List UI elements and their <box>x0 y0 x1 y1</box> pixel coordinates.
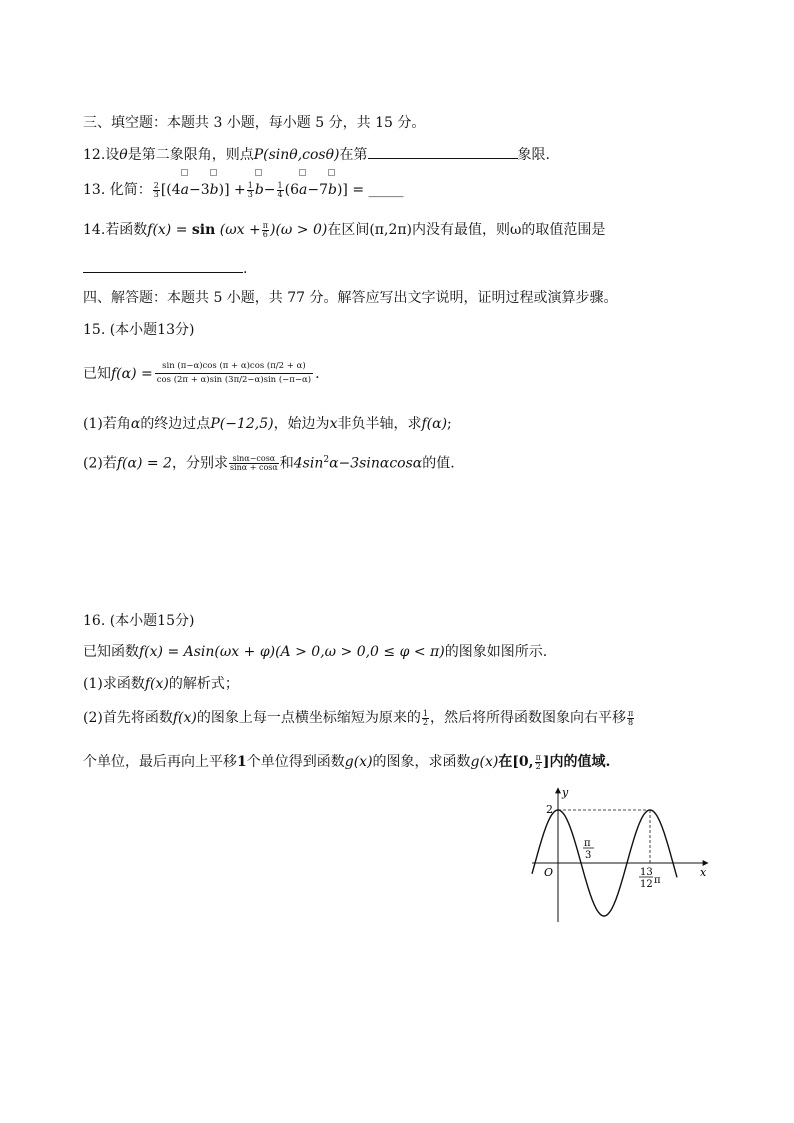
x-axis-label: x <box>700 866 707 879</box>
q14-cond: )(ω > 0) <box>269 222 328 238</box>
q16-title: 16. (本小题15分) <box>83 613 195 629</box>
origin-label: O <box>544 866 554 879</box>
q14-fx: f(x) = <box>147 222 188 238</box>
section3-heading: 三、填空题：本题共 3 小题，每小题 5 分，共 15 分。 <box>83 115 426 131</box>
q16-part1: (1)求函数f(x)的解析式； <box>83 676 239 692</box>
q12-tail2: 象限. <box>517 147 550 163</box>
q12-point: P(sinθ,cosθ) <box>253 147 340 163</box>
q16-frac-half: $\frac{1}{2}$ <box>422 708 428 727</box>
q13-vec-a1: a <box>181 180 189 200</box>
question-12 <box>83 144 550 165</box>
q15-title: 15. (本小题13分) <box>83 322 195 338</box>
vector-arrow-icon <box>328 169 335 176</box>
q13-part1: [(4 <box>160 182 181 198</box>
q13-minus3: −3 <box>189 182 210 198</box>
q12-prefix: 12.设 <box>83 147 120 163</box>
q16-part2-cont: 个单位，最后再向上平移1个单位得到函数g(x)的图象，求函数g(x)在[0, $\frac{\pi}{2}$ ]内的值域. <box>83 752 611 771</box>
q14-prefix: 14.若函数 <box>83 222 148 238</box>
q12-tail1: 在第 <box>339 147 368 163</box>
q13-close2: )] = <box>336 182 365 198</box>
q15-part2: (2)若f(α) = 2，分别求 $\frac{\sin\alpha-\cos\alpha}{\sin\alpha + \cos\alpha}$ 和$4\sin^2\alpha-3\sin\alpha\cos\alpha$的值. <box>83 454 455 473</box>
q12-theta: θ <box>119 147 128 163</box>
question-14-answer-line <box>83 258 247 279</box>
q13-minus7: −7 <box>307 182 328 198</box>
q14-frac-pi-6: $\frac{\pi}{6}$ <box>262 220 268 239</box>
y-axis-label: y <box>562 786 569 799</box>
x2-pi-label: π <box>654 875 661 886</box>
q13-vec-a2: a <box>299 180 307 200</box>
q13-vec-b2: b <box>255 180 264 200</box>
question-14 <box>83 220 605 240</box>
q13-minus: − <box>263 182 276 198</box>
vector-arrow-icon <box>181 169 188 176</box>
vector-arrow-icon <box>255 169 262 176</box>
q13-label: 13. 化简： <box>83 182 152 198</box>
q16-frac-pi-8: $\frac{\pi}{8}$ <box>627 708 634 727</box>
section4-heading: 四、解答题：本题共 5 小题，共 77 分。解答应写出文字说明，证明过程或演算步骤。 <box>83 290 618 306</box>
vector-arrow-icon <box>210 169 217 176</box>
sine-graph <box>520 780 720 930</box>
q13-vec-b3: b <box>328 180 337 200</box>
x2-den-label: 12 <box>640 879 653 890</box>
q13-close1: )] + <box>218 182 246 198</box>
q12-answer-blank[interactable] <box>368 144 518 159</box>
q16-given: 已知函数f(x) = Asin(ωx + φ)(A > 0,ω > 0,0 ≤ φ < π)的图象如图所示. <box>83 644 548 660</box>
q14-answer-blank[interactable] <box>83 258 243 273</box>
q13-frac-1-4: $\frac{1}{4}$ <box>277 180 283 199</box>
q15-end: . <box>315 365 320 382</box>
question-13 <box>83 180 404 200</box>
q12-mid: 是第二象限角，则点 <box>127 147 254 163</box>
q15-fraction <box>155 362 313 386</box>
q15-numerator: sin (π−α)cos (π + α)cos (π/2 + α) <box>155 362 313 374</box>
q13-vec-b1: b <box>210 180 219 200</box>
q15-falpha: f(α) = <box>111 365 153 382</box>
q13-frac-2-3: $\frac{2}{3}$ <box>153 180 159 199</box>
q16-fx: f(x) = Asin(ωx + φ)(A > 0,ω > 0,0 ≤ φ < π) <box>139 644 445 660</box>
x2-num-label: 13 <box>640 867 653 878</box>
q14-inner: (ωx + <box>219 222 261 238</box>
q15-given <box>83 362 320 386</box>
pi3-den-label: 3 <box>585 850 592 861</box>
vector-arrow-icon <box>299 169 306 176</box>
q13-answer-blank[interactable]: _____ <box>368 182 404 198</box>
q16-part2: (2)首先将函数f(x)的图象上每一点横坐标缩短为原来的 $\frac{1}{2}$ ，然后将所得函数图象向右平移 $\frac{\pi}{8}$ <box>83 708 634 727</box>
q14-end: . <box>243 261 248 277</box>
q15-part1: (1)若角α的终边过点P(−12,5)，始边为x非负半轴，求f(α); <box>83 416 452 432</box>
q15-given-label: 已知 <box>83 365 111 382</box>
q13-frac-1-3: $\frac{1}{3}$ <box>247 180 253 199</box>
q15-denominator: cos (2π + α)sin (3π/2−α)sin (−π−α) <box>156 375 312 386</box>
max-value-label: 2 <box>546 803 553 816</box>
q13-open2: (6 <box>284 182 299 198</box>
q14-sin: sin <box>191 222 216 238</box>
q15-ratio-fraction: $\frac{\sin\alpha-\cos\alpha}{\sin\alpha + \cos\alpha}$ <box>229 454 278 473</box>
pi3-num-label: π <box>584 838 591 849</box>
q14-tail: 在区间(π,2π)内没有最值，则ω的取值范围是 <box>327 222 606 238</box>
q16-frac-pi-2: $\frac{\pi}{2}$ <box>535 752 541 771</box>
